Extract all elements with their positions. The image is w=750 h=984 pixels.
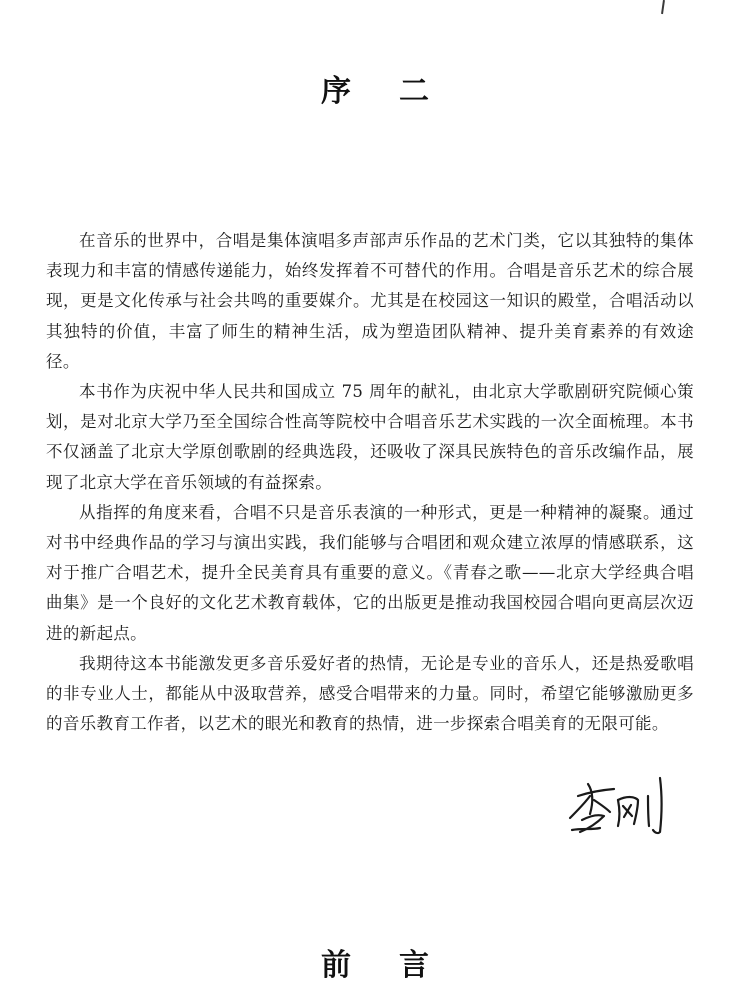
paragraph: 从指挥的角度来看，合唱不只是音乐表演的一种形式，更是一种精神的凝聚。通过对书中经典作品的学习与演出实践，我们能够与合唱团和观众建立浓厚的情感联系，这对于推广合唱艺术，提升全民美育具有重要的意义。《青春之歌——北京大学经典合唱曲集》是一个良好的文化艺术教育载体，它的出版更是推动我国校园合唱向更高层次迈进的新起点。: [46, 502, 694, 643]
next-section-title: 前言: [321, 948, 477, 983]
paragraph: 本书作为庆祝中华人民共和国成立 75 周年的献礼，由北京大学歌剧研究院倾心策划，是对北京大学乃至全国综合性高等院校中合唱音乐艺术实践的一次全面梳理。本书不仅涵盖了北京大学原创歌剧的经典选段，还吸收了深具民族特色的音乐改编作品，展现了北京大学在音乐领域的有益探索。: [46, 382, 694, 492]
paragraph: 我期待这本书能激发更多音乐爱好者的热情，无论是专业的音乐人，还是热爱歌唱的非专业人士，都能从中汲取营养，感受合唱带来的力量。同时，希望它能够激励更多的音乐教育工作者，以艺术的眼光和教育的热情，进一步探索合唱美育的无限可能。: [46, 653, 694, 734]
paragraph: 在音乐的世界中，合唱是集体演唱多声部声乐作品的艺术门类，它以其独特的集体表现力和丰富的情感传递能力，始终发挥着不可替代的作用。合唱是音乐艺术的综合展现，更是文化传承与社会共鸣的重要媒介。尤其是在校园这一知识的殿堂，合唱活动以其独特的价值，丰富了师生的精神生活，成为塑造团队精神、提升美育素养的有效途径。: [46, 231, 694, 371]
preface-body: [46, 226, 694, 739]
handwritten-signature: [560, 770, 690, 840]
scan-mark: [661, 0, 665, 14]
preface-title: 序二: [321, 74, 477, 109]
